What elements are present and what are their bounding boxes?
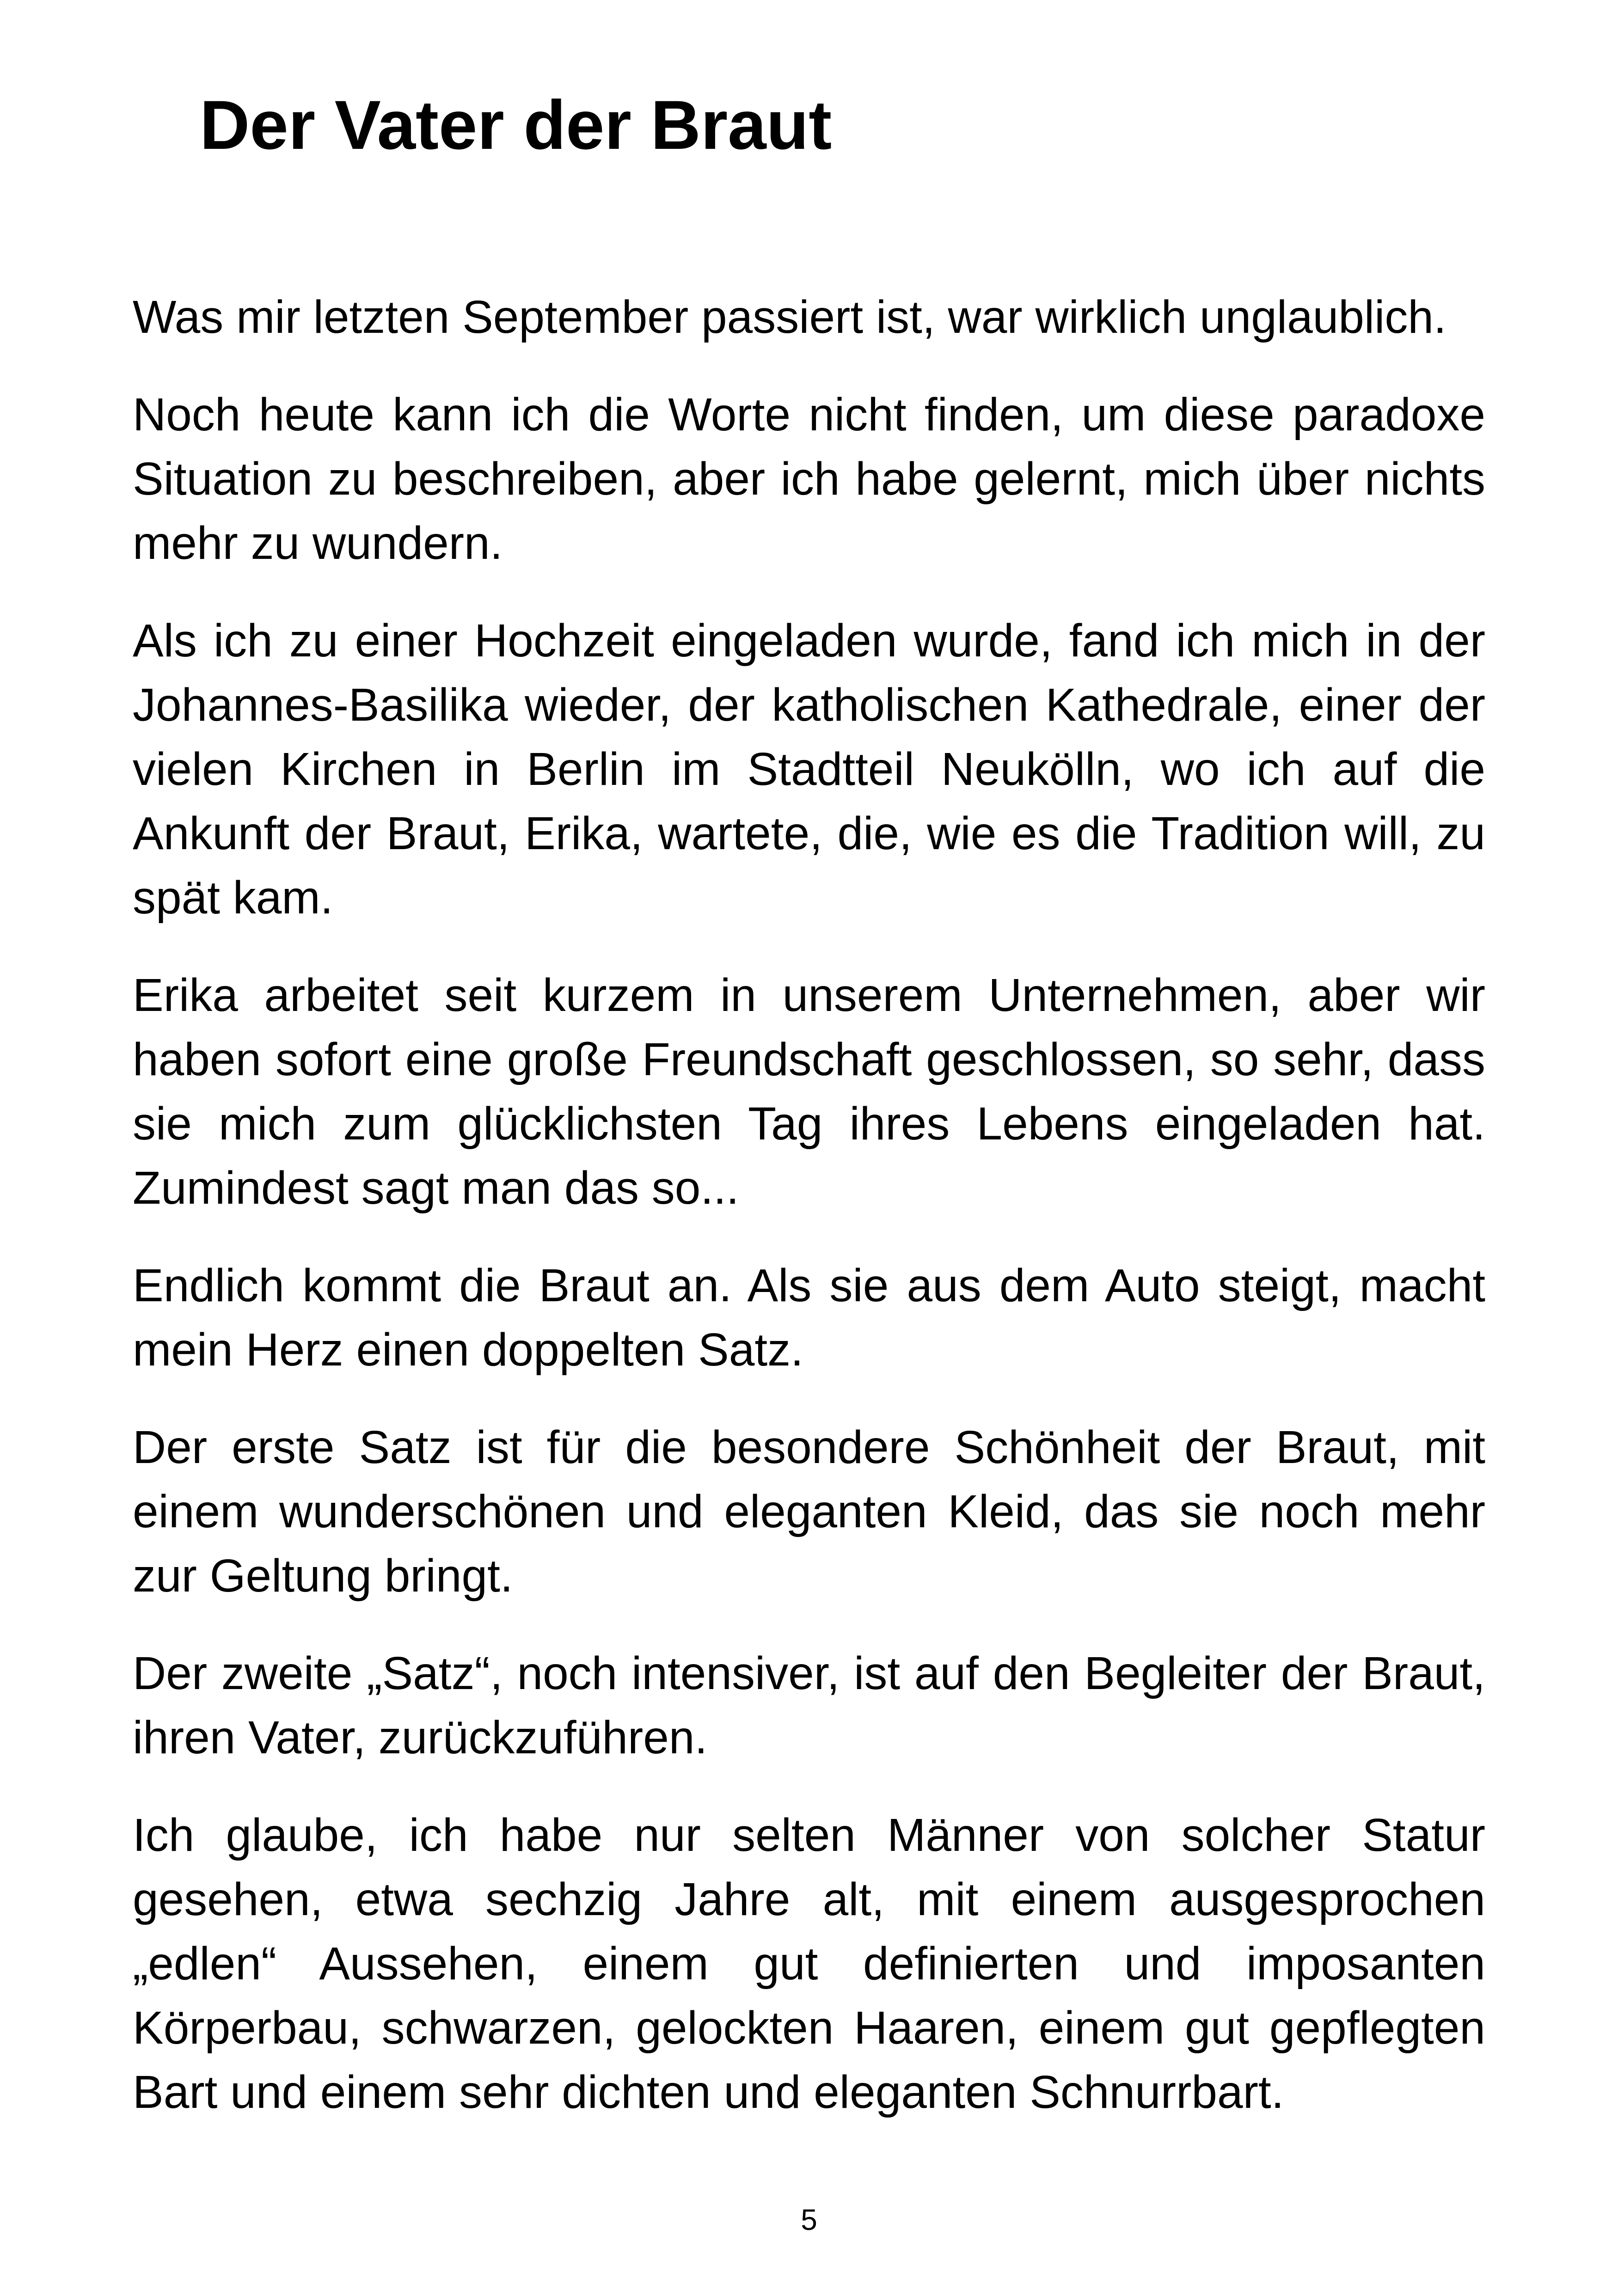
chapter-body bbox=[133, 285, 1485, 2158]
paragraph: Noch heute kann ich die Worte nicht finden, um diese paradoxe Situation zu beschreiben, aber ich habe gelernt, mich über nichts mehr zu wundern. bbox=[133, 389, 1485, 569]
paragraph: Endlich kommt die Braut an. Als sie aus dem Auto steigt, macht mein Herz einen doppelten Satz. bbox=[133, 1260, 1485, 1376]
paragraph: Ich glaube, ich habe nur selten Männer von solcher Statur gesehen, etwa sechzig Jahre alt, mit einem ausgesprochen „edlen“ Aussehen, einem gut definierten und imposanten Körperbau, schwarzen, gelockten Haaren, einem gut gepflegten Bart und einem sehr dichten und eleganten Schnurrbart. bbox=[133, 1809, 1485, 2118]
paragraph: Der erste Satz ist für die besondere Schönheit der Braut, mit einem wunderschönen und eleganten Kleid, das sie noch mehr zur Geltung bringt. bbox=[133, 1421, 1485, 1602]
chapter-title: Der Vater der Braut bbox=[200, 86, 832, 164]
paragraph: Erika arbeitet seit kurzem in unserem Unternehmen, aber wir haben sofort eine große Freundschaft geschlossen, so sehr, dass sie mich zum glücklichsten Tag ihres Lebens eingeladen hat. Zumindest sagt man das so... bbox=[133, 969, 1485, 1214]
paragraph: Als ich zu einer Hochzeit eingeladen wurde, fand ich mich in der Johannes-Basilika wieder, der katholischen Kathedrale, einer der vielen Kirchen in Berlin im Stadtteil Neukölln, wo ich auf die Ankunft der Braut, Erika, wartete, die, wie es die Tradition will, zu spät kam. bbox=[133, 615, 1485, 924]
paragraph: Der zweite „Satz“, noch intensiver, ist auf den Begleiter der Braut, ihren Vater, zurückzuführen. bbox=[133, 1647, 1485, 1763]
paragraph: Was mir letzten September passiert ist, war wirklich unglaublich. bbox=[133, 291, 1446, 343]
page-number: 5 bbox=[801, 2203, 817, 2236]
